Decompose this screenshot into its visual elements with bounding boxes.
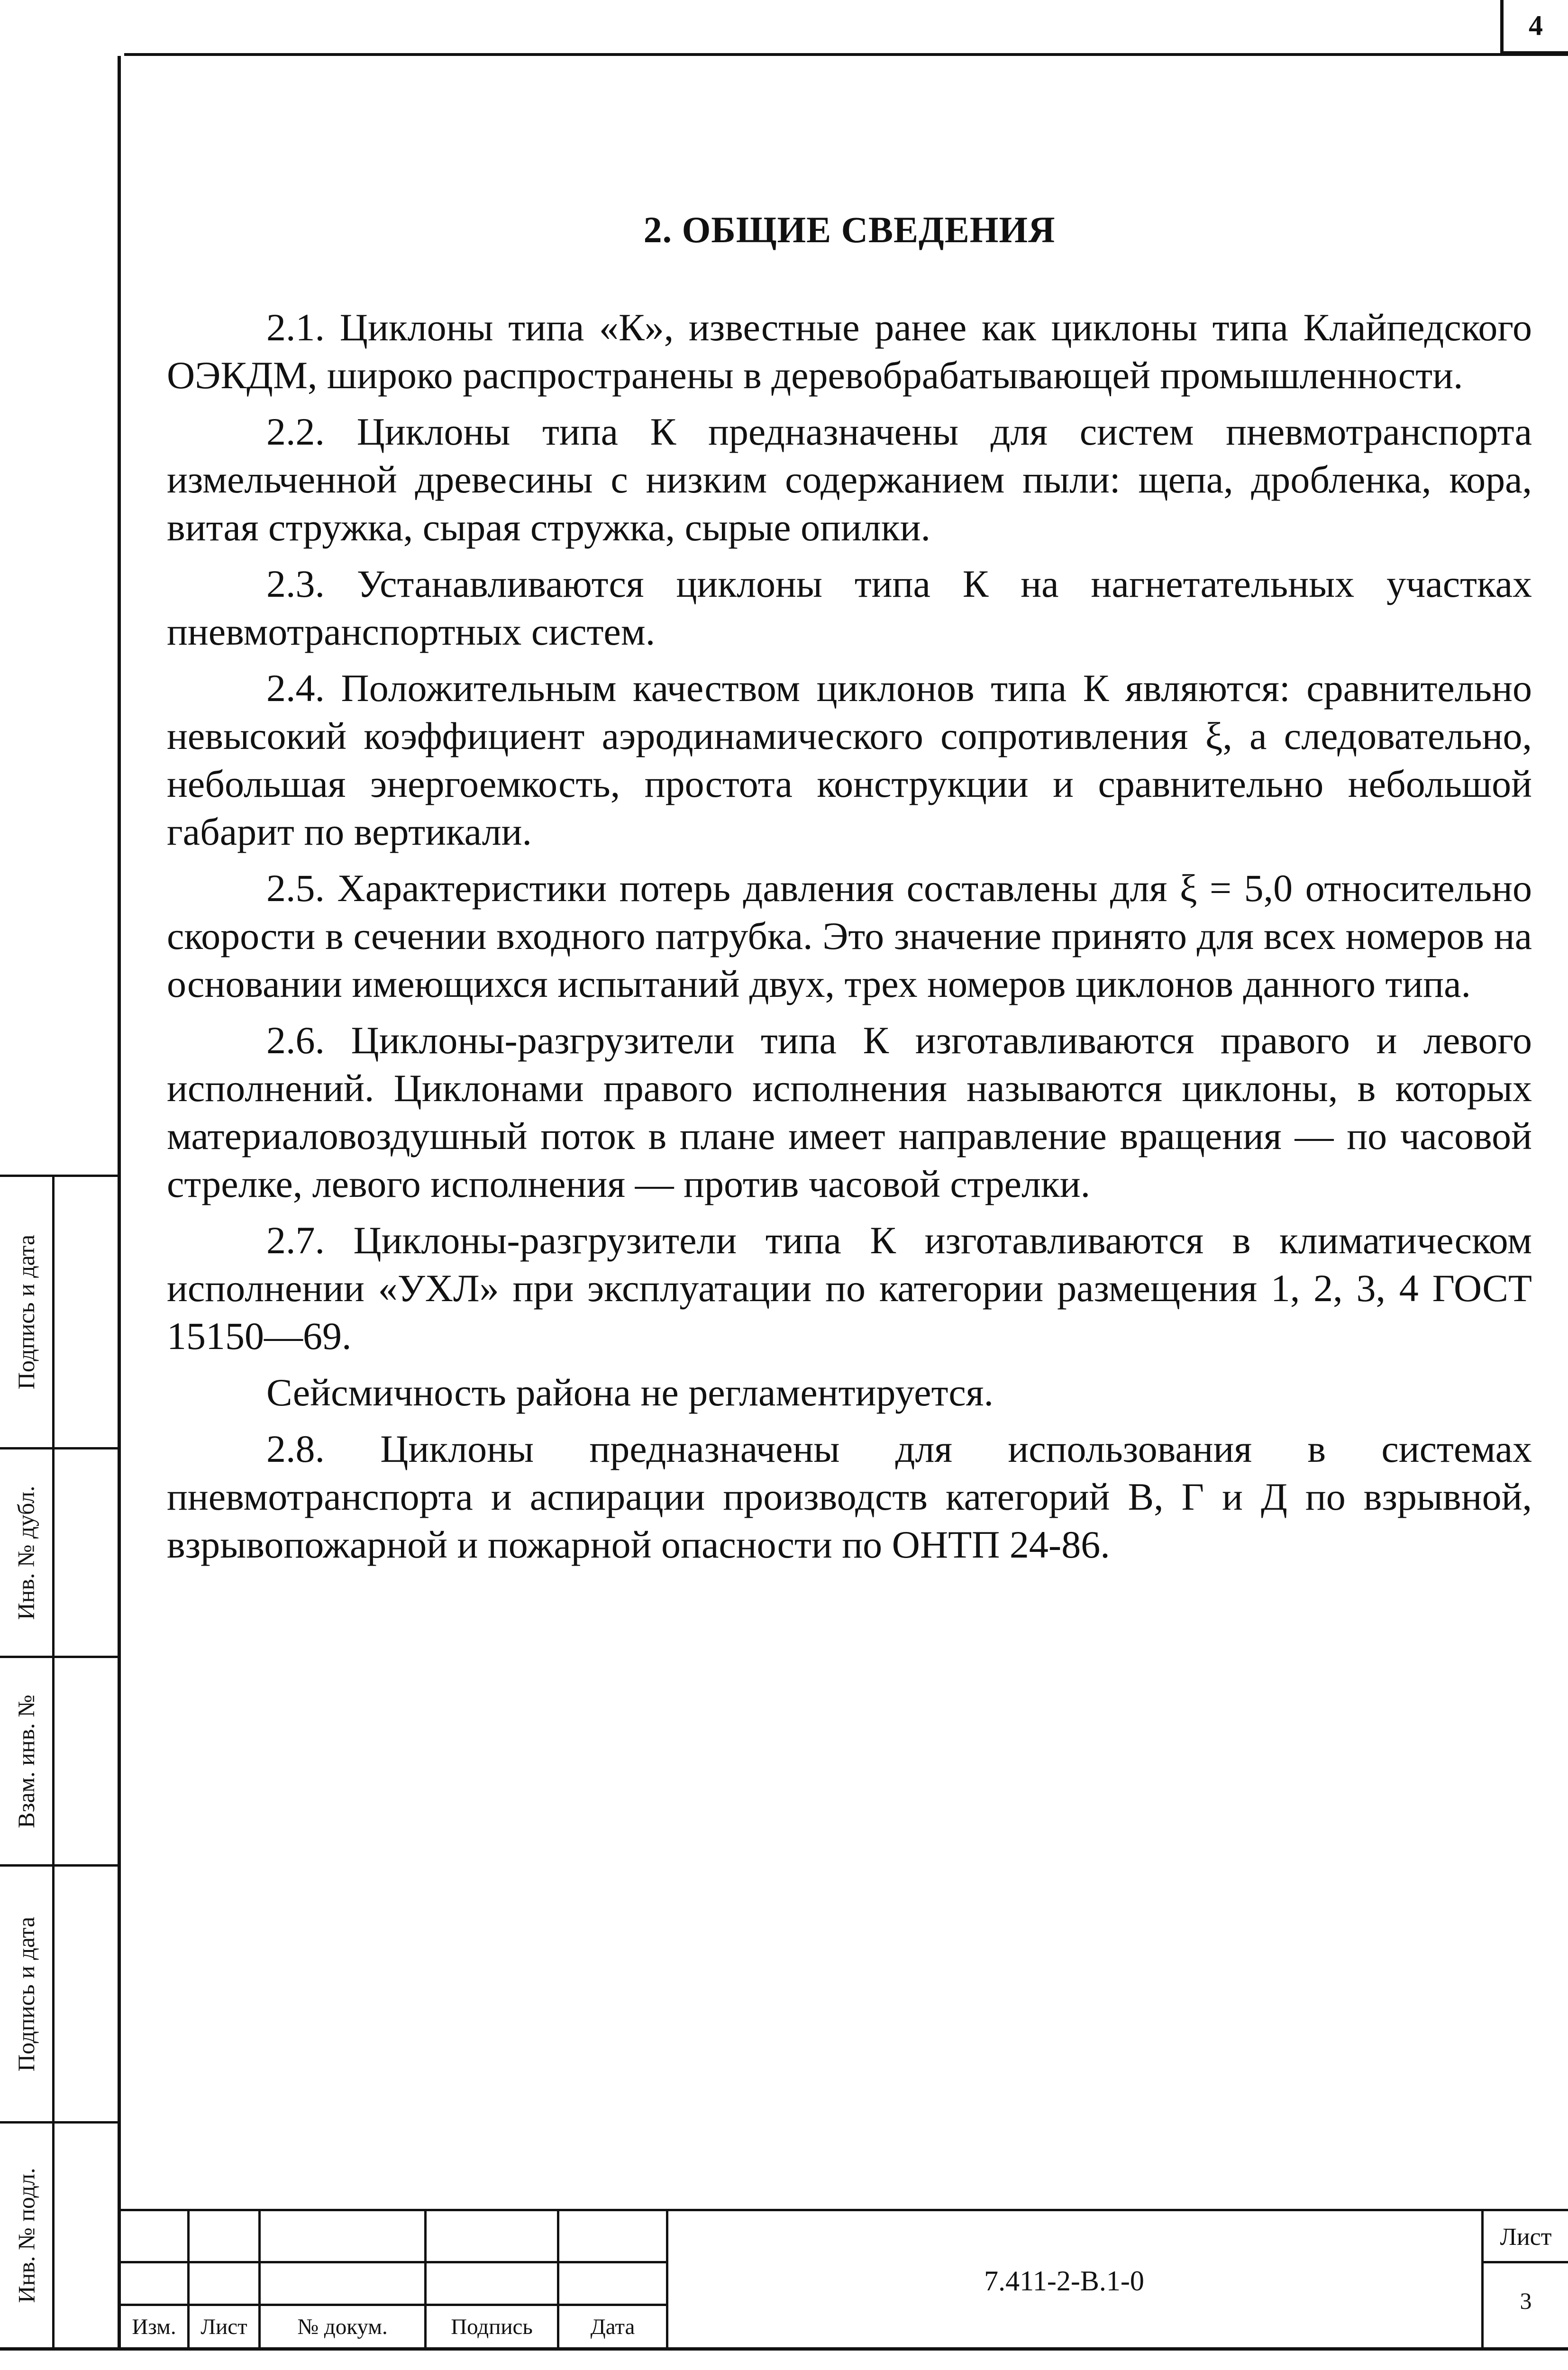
paragraph: 2.8. Циклоны предназначены для использования в системах пневмотранспорта и аспирации производств категорий В, Г и Д по взрывной, взрывопожарной и пожарной опасности по ОНТП 24-86. [167, 1427, 1532, 1566]
title-block-line [1484, 2261, 1568, 2263]
page-number: 4 [1529, 9, 1543, 41]
margin-cell-replacement-inventory [0, 1658, 52, 1864]
title-block-line [121, 2209, 1568, 2211]
document-body [167, 209, 1532, 1577]
margin-cell-signature-date-2 [0, 1867, 52, 2121]
margin-label: Инв. № подл. [13, 2168, 40, 2303]
sheet-number: 3 [1520, 2288, 1532, 2314]
margin-label: Инв. № дубл. [13, 1485, 40, 1620]
page-number-box [1500, 0, 1568, 55]
paragraph: Сейсмичность района не регламентируется. [266, 1371, 994, 1414]
margin-label: Взам. инв. № [13, 1694, 40, 1828]
frame-bottom-border [0, 2347, 1568, 2351]
title-block-line [121, 2261, 666, 2263]
margin-cell-signature-date [0, 1177, 52, 1447]
frame-top-border [124, 53, 1568, 56]
paragraph: 2.5. Характеристики потерь давления составлены для ξ = 5,0 относительно скорости в сечении входного патрубка. Это значение принято для всех номеров на основании имеющихся испытаний двух, трех номеров циклонов данного типа. [167, 866, 1532, 1005]
margin-label: Подпись и дата [13, 1234, 39, 1390]
paragraph: 2.4. Положительным качеством циклонов типа К являются: сравнительно невысокий коэффициент аэродинамического сопротивления ξ, а следовательно, небольшая энергоемкость, простота конструкции и сравнительно небольшой габарит по вертикали. [167, 666, 1532, 853]
paragraph: 2.3. Устанавливаются циклоны типа К на нагнетательных участках пневмотранспортных систем. [167, 562, 1532, 653]
paragraph: 2.7. Циклоны-разгрузители типа К изготавливаются в климатическом исполнении «УХЛ» при эксплуатации по категории размещения 1, 2, 3, 4 ГОСТ 15150—69. [167, 1219, 1532, 1358]
title-block-header-change: Изм. [132, 2315, 176, 2339]
title-block [121, 2209, 1568, 2347]
margin-label: Подпись и дата [13, 1916, 39, 2071]
margin-divider-vertical [52, 1176, 55, 2349]
section-title: 2. ОБЩИЕ СВЕДЕНИЯ [643, 209, 1056, 250]
title-block-header-date: Дата [590, 2315, 635, 2339]
sheet-label: Лист [1500, 2224, 1552, 2251]
margin-cell-original-inventory [0, 2124, 52, 2347]
title-block-header-sheet: Лист [201, 2315, 247, 2339]
paragraph: 2.1. Циклоны типа «К», известные ранее как циклоны типа Клайпедского ОЭКДМ, широко распространены в деревобрабатывающей промышленности. [167, 306, 1532, 397]
document-code: 7.411-2-В.1-0 [984, 2265, 1144, 2297]
title-block-header-signature: Подпись [451, 2315, 533, 2339]
margin-cell-dup-inventory [0, 1449, 52, 1656]
title-block-line [121, 2304, 666, 2306]
paragraph: 2.6. Циклоны-разгрузители типа К изготавливаются правого и левого исполнений. Циклонами правого исполнения называются циклоны, в которых материаловоздушный поток в плане имеет направление вращения — по часовой стрелке, левого исполнения — против часовой стрелки. [167, 1019, 1532, 1205]
frame-left-border [118, 56, 121, 2350]
paragraph: 2.2. Циклоны типа К предназначены для систем пневмотранспорта измельченной древесины с низким содержанием пыли: щепа, дробленка, кора, витая стружка, сырая стружка, сырые опилки. [167, 410, 1532, 549]
title-block-header-doc-number: № докум. [297, 2315, 388, 2339]
